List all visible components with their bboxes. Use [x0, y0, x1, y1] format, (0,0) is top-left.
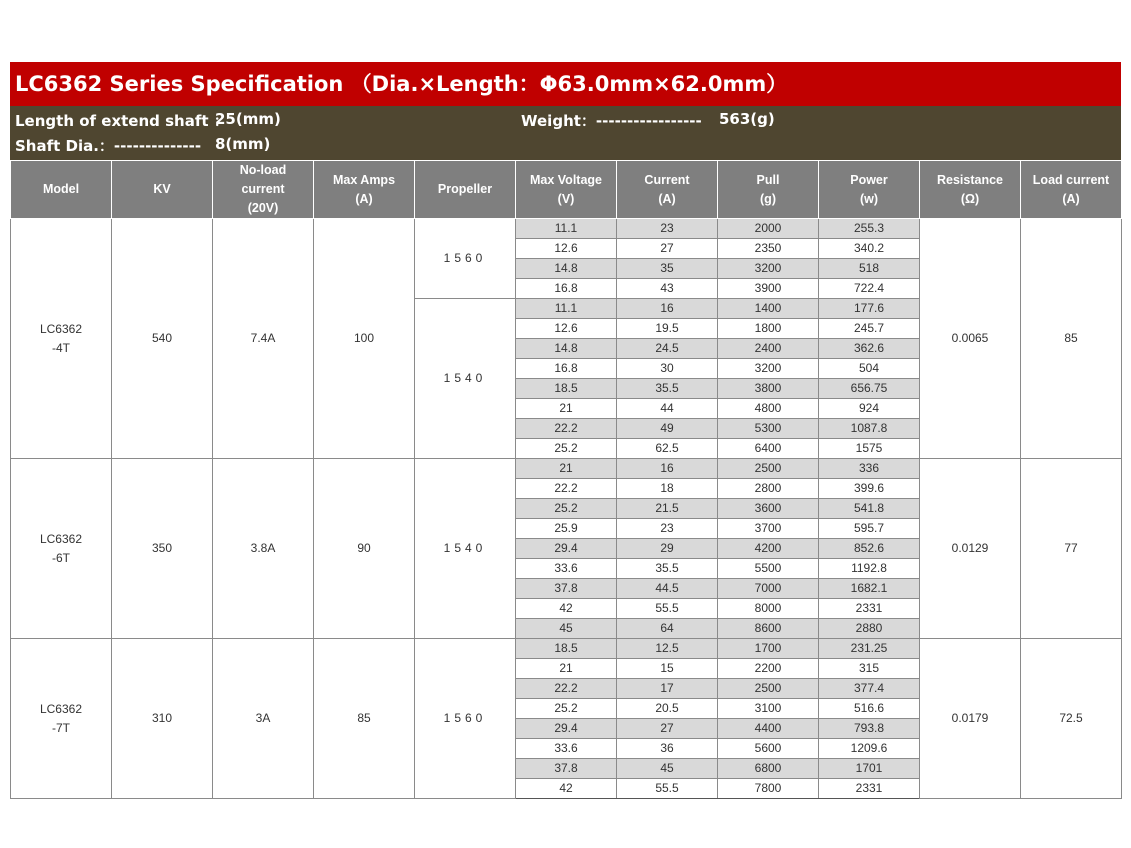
pull-cell: 5600 [718, 739, 819, 759]
current-cell: 44.5 [617, 579, 718, 599]
table-row [11, 219, 1122, 239]
current-cell: 23 [617, 519, 718, 539]
voltage-cell: 18.5 [516, 639, 617, 659]
current-cell: 19.5 [617, 319, 718, 339]
current-cell: 17 [617, 679, 718, 699]
voltage-cell: 37.8 [516, 579, 617, 599]
page-title: LC6362 Series Specification （Dia.×Length：Φ63.0mm×62.0mm） [10, 62, 1121, 106]
voltage-cell: 14.8 [516, 259, 617, 279]
pull-cell: 7800 [718, 779, 819, 799]
current-cell: 29 [617, 539, 718, 559]
power-cell: 340.2 [819, 239, 920, 259]
kv-cell: 350 [112, 459, 213, 639]
voltage-cell: 37.8 [516, 759, 617, 779]
power-cell: 1575 [819, 439, 920, 459]
current-cell: 23 [617, 219, 718, 239]
voltage-cell: 45 [516, 619, 617, 639]
power-cell: 541.8 [819, 499, 920, 519]
power-cell: 504 [819, 359, 920, 379]
model-variant: -7T [52, 720, 70, 735]
col-header-max-voltage: Max Voltage (V) [516, 161, 617, 219]
pull-cell: 1400 [718, 299, 819, 319]
voltage-cell: 22.2 [516, 419, 617, 439]
col-header-load-current: Load current (A) [1021, 161, 1122, 219]
power-cell: 656.75 [819, 379, 920, 399]
max-amps-cell: 85 [314, 639, 415, 799]
voltage-cell: 33.6 [516, 559, 617, 579]
col-header-resistance: Resistance (Ω) [920, 161, 1021, 219]
pull-cell: 3200 [718, 359, 819, 379]
info-bar [10, 106, 1121, 160]
noload-cell: 3A [213, 639, 314, 799]
voltage-cell: 16.8 [516, 279, 617, 299]
model-cell [11, 219, 112, 459]
pull-cell: 2800 [718, 479, 819, 499]
current-cell: 18 [617, 479, 718, 499]
power-cell: 1701 [819, 759, 920, 779]
power-cell: 852.6 [819, 539, 920, 559]
max-amps-cell: 100 [314, 219, 415, 459]
power-cell: 516.6 [819, 699, 920, 719]
propeller-cell: 1560 [415, 639, 516, 799]
resistance-cell: 0.0179 [920, 639, 1021, 799]
pull-cell: 2200 [718, 659, 819, 679]
pull-cell: 6400 [718, 439, 819, 459]
power-cell: 377.4 [819, 679, 920, 699]
col-header-pull: Pull (g) [718, 161, 819, 219]
current-cell: 35 [617, 259, 718, 279]
pull-cell: 8600 [718, 619, 819, 639]
voltage-cell: 21 [516, 459, 617, 479]
pull-cell: 4400 [718, 719, 819, 739]
table-row [11, 639, 1122, 659]
current-cell: 36 [617, 739, 718, 759]
shaft-dia-label: Shaft Dia.：-------------- [15, 137, 202, 155]
resistance-cell: 0.0129 [920, 459, 1021, 639]
current-cell: 30 [617, 359, 718, 379]
current-cell: 21.5 [617, 499, 718, 519]
current-cell: 62.5 [617, 439, 718, 459]
current-cell: 55.5 [617, 599, 718, 619]
voltage-cell: 25.2 [516, 499, 617, 519]
power-cell: 2880 [819, 619, 920, 639]
current-cell: 12.5 [617, 639, 718, 659]
weight-value: 563(g) [719, 110, 775, 128]
power-cell: 177.6 [819, 299, 920, 319]
pull-cell: 2000 [718, 219, 819, 239]
pull-cell: 3600 [718, 499, 819, 519]
power-cell: 722.4 [819, 279, 920, 299]
pull-cell: 3900 [718, 279, 819, 299]
power-cell: 793.8 [819, 719, 920, 739]
load-current-cell: 72.5 [1021, 639, 1122, 799]
power-cell: 924 [819, 399, 920, 419]
col-header-current: Current (A) [617, 161, 718, 219]
pull-cell: 1700 [718, 639, 819, 659]
current-cell: 55.5 [617, 779, 718, 799]
power-cell: 518 [819, 259, 920, 279]
model-cell [11, 459, 112, 639]
current-cell: 16 [617, 459, 718, 479]
propeller-cell: 1540 [415, 459, 516, 639]
power-cell: 1209.6 [819, 739, 920, 759]
current-cell: 45 [617, 759, 718, 779]
load-current-cell: 85 [1021, 219, 1122, 459]
model-cell [11, 639, 112, 799]
propeller-cell: 1560 [415, 219, 516, 299]
col-header-noload: No-load current (20V) [213, 161, 314, 219]
col-header-max-amps: Max Amps (A) [314, 161, 415, 219]
spec-table [10, 160, 1122, 799]
max-amps-cell: 90 [314, 459, 415, 639]
voltage-cell: 25.2 [516, 439, 617, 459]
current-cell: 16 [617, 299, 718, 319]
voltage-cell: 29.4 [516, 719, 617, 739]
current-cell: 24.5 [617, 339, 718, 359]
model-variant: -4T [52, 340, 70, 355]
power-cell: 231.25 [819, 639, 920, 659]
power-cell: 1682.1 [819, 579, 920, 599]
voltage-cell: 22.2 [516, 679, 617, 699]
pull-cell: 5500 [718, 559, 819, 579]
power-cell: 245.7 [819, 319, 920, 339]
power-cell: 336 [819, 459, 920, 479]
shaft-length-value: 25(mm) [215, 110, 281, 128]
model-name: LC6362 [39, 531, 83, 546]
kv-cell: 540 [112, 219, 213, 459]
shaft-dia-value: 8(mm) [215, 135, 271, 153]
pull-cell: 3800 [718, 379, 819, 399]
col-header-propeller: Propeller [415, 161, 516, 219]
current-cell: 27 [617, 719, 718, 739]
col-header-kv: KV [112, 161, 213, 219]
current-cell: 35.5 [617, 379, 718, 399]
voltage-cell: 21 [516, 659, 617, 679]
power-cell: 399.6 [819, 479, 920, 499]
pull-cell: 2500 [718, 679, 819, 699]
current-cell: 43 [617, 279, 718, 299]
voltage-cell: 33.6 [516, 739, 617, 759]
noload-cell: 3.8A [213, 459, 314, 639]
current-cell: 35.5 [617, 559, 718, 579]
current-cell: 27 [617, 239, 718, 259]
voltage-cell: 18.5 [516, 379, 617, 399]
power-cell: 315 [819, 659, 920, 679]
propeller-cell: 1540 [415, 299, 516, 459]
pull-cell: 3100 [718, 699, 819, 719]
header-row [11, 161, 1122, 219]
col-header-power: Power (w) [819, 161, 920, 219]
power-cell: 595.7 [819, 519, 920, 539]
voltage-cell: 25.9 [516, 519, 617, 539]
current-cell: 64 [617, 619, 718, 639]
pull-cell: 3700 [718, 519, 819, 539]
voltage-cell: 42 [516, 779, 617, 799]
current-cell: 20.5 [617, 699, 718, 719]
voltage-cell: 11.1 [516, 219, 617, 239]
voltage-cell: 11.1 [516, 299, 617, 319]
pull-cell: 8000 [718, 599, 819, 619]
col-header-model: Model [11, 161, 112, 219]
pull-cell: 1800 [718, 319, 819, 339]
voltage-cell: 29.4 [516, 539, 617, 559]
voltage-cell: 21 [516, 399, 617, 419]
voltage-cell: 25.2 [516, 699, 617, 719]
shaft-length-label: Length of extend shaft ： [15, 112, 229, 130]
current-cell: 44 [617, 399, 718, 419]
voltage-cell: 12.6 [516, 239, 617, 259]
current-cell: 15 [617, 659, 718, 679]
voltage-cell: 22.2 [516, 479, 617, 499]
pull-cell: 6800 [718, 759, 819, 779]
voltage-cell: 14.8 [516, 339, 617, 359]
pull-cell: 3200 [718, 259, 819, 279]
model-name: LC6362 [39, 321, 83, 336]
power-cell: 2331 [819, 599, 920, 619]
power-cell: 2331 [819, 779, 920, 799]
pull-cell: 5300 [718, 419, 819, 439]
model-name: LC6362 [39, 701, 83, 716]
model-variant: -6T [52, 550, 70, 565]
pull-cell: 7000 [718, 579, 819, 599]
kv-cell: 310 [112, 639, 213, 799]
table-row [11, 459, 1122, 479]
voltage-cell: 42 [516, 599, 617, 619]
pull-cell: 4200 [718, 539, 819, 559]
weight-label: Weight：----------------- [521, 112, 702, 130]
load-current-cell: 77 [1021, 459, 1122, 639]
current-cell: 49 [617, 419, 718, 439]
power-cell: 1192.8 [819, 559, 920, 579]
power-cell: 362.6 [819, 339, 920, 359]
resistance-cell: 0.0065 [920, 219, 1021, 459]
power-cell: 255.3 [819, 219, 920, 239]
pull-cell: 2350 [718, 239, 819, 259]
noload-cell: 7.4A [213, 219, 314, 459]
voltage-cell: 16.8 [516, 359, 617, 379]
spec-sheet [10, 62, 1121, 799]
pull-cell: 4800 [718, 399, 819, 419]
voltage-cell: 12.6 [516, 319, 617, 339]
power-cell: 1087.8 [819, 419, 920, 439]
pull-cell: 2500 [718, 459, 819, 479]
pull-cell: 2400 [718, 339, 819, 359]
